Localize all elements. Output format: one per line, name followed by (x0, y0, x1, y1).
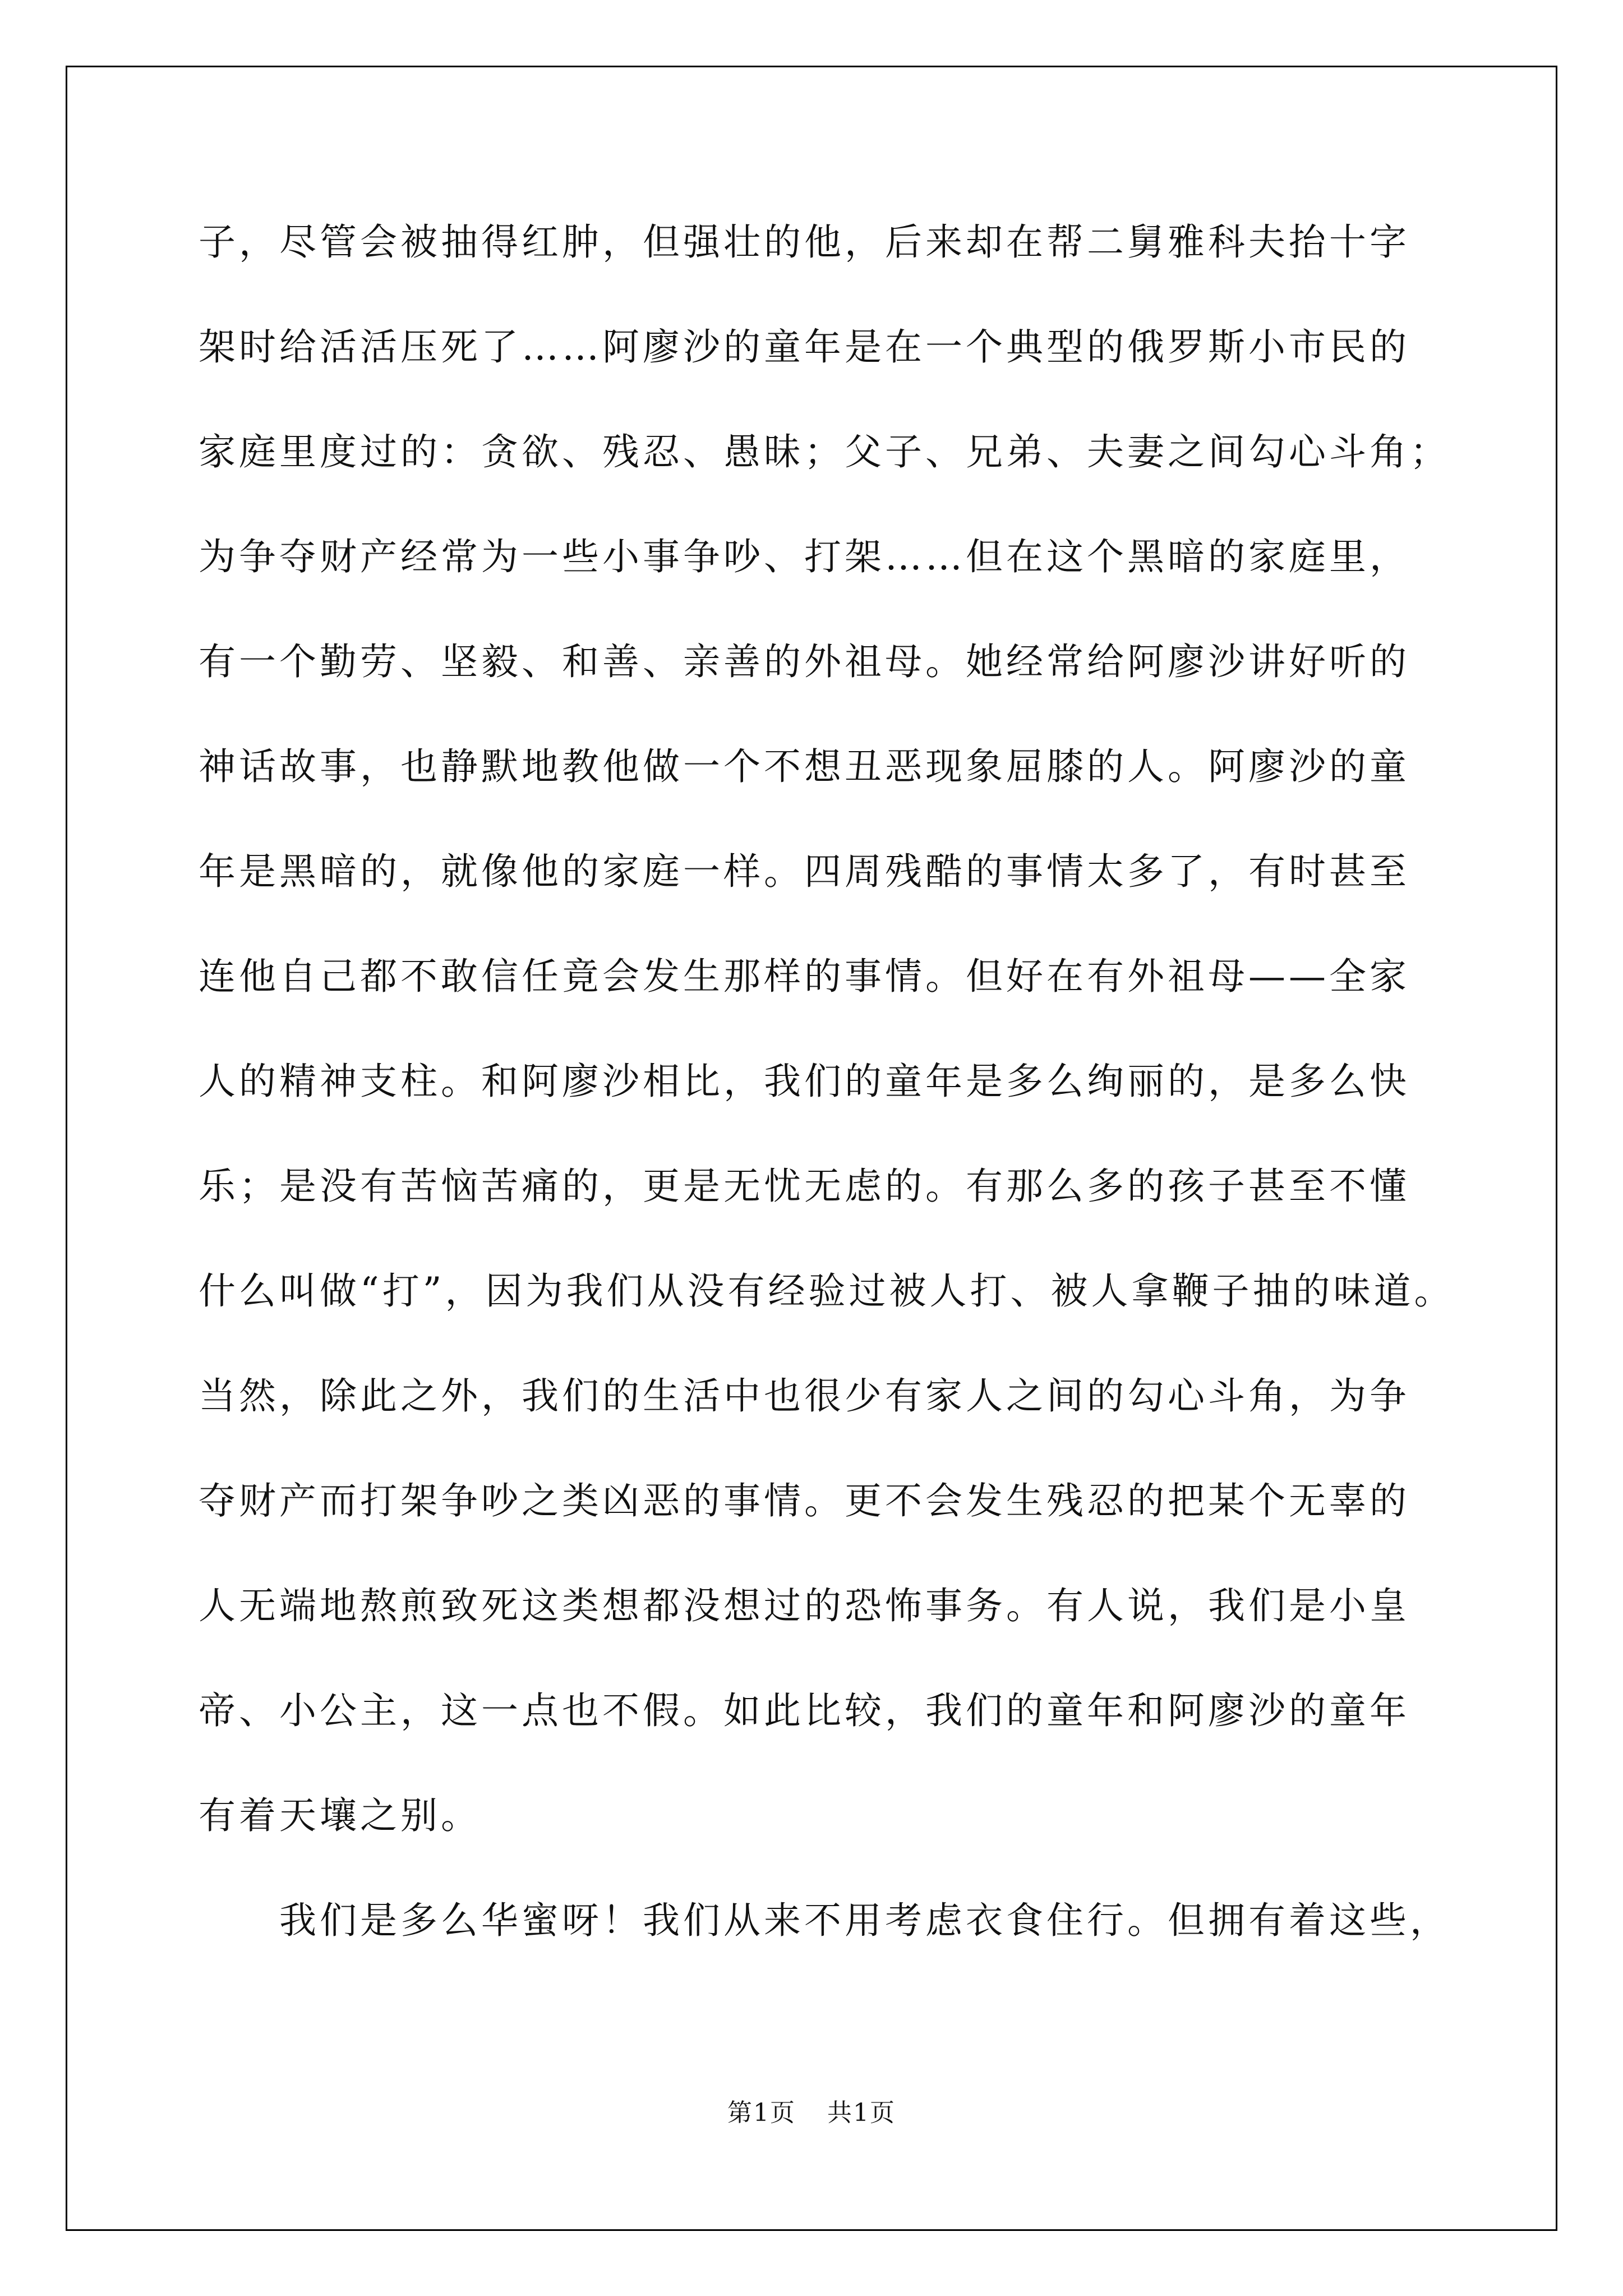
text-line: 有一个勤劳、坚毅、和善、亲善的外祖母。她经常给阿廖沙讲好听的 (199, 640, 1410, 683)
text-line: 年是黑暗的，就像他的家庭一样。四周残酷的事情太多了，有时甚至 (199, 850, 1410, 893)
document-body (199, 209, 1455, 1992)
text-line: 人无端地熬煎致死这类想都没想过的恐怖事务。有人说，我们是小皇 (199, 1584, 1410, 1627)
page-number-current: 第1页 (727, 2099, 796, 2127)
text-line: 有着天壤之别。 (199, 1794, 481, 1837)
text-line: 架时给活活压死了……阿廖沙的童年是在一个典型的俄罗斯小市民的 (199, 325, 1410, 369)
text-line: 当然，除此之外，我们的生活中也很少有家人之间的勾心斗角，为争 (199, 1374, 1410, 1418)
text-line: 帝、小公主，这一点也不假。如此比较，我们的童年和阿廖沙的童年 (199, 1689, 1410, 1732)
text-line: 夺财产而打架争吵之类凶恶的事情。更不会发生残忍的把某个无辜的 (199, 1479, 1410, 1522)
paragraph-first-line: 我们是多么华蜜呀！我们从来不用考虑衣食住行。但拥有着这些， (279, 1899, 1450, 1942)
text-line: 连他自己都不敢信任竟会发生那样的事情。但好在有外祖母——全家 (199, 955, 1410, 998)
text-line: 乐；是没有苦恼苦痛的，更是无忧无虑的。有那么多的孩子甚至不懂 (199, 1165, 1410, 1208)
text-line: 子，尽管会被抽得红肿，但强壮的他，后来却在帮二舅雅科夫抬十字 (199, 220, 1410, 264)
text-line: 人的精神支柱。和阿廖沙相比，我们的童年是多么绚丽的，是多么快 (199, 1060, 1410, 1103)
text-line: 什么叫做“打”，因为我们从没有经验过被人打、被人拿鞭子抽的味道。 (199, 1269, 1455, 1313)
page-number-total: 共1页 (827, 2099, 896, 2127)
text-line: 神话故事，也静默地教他做一个不想丑恶现象屈膝的人。阿廖沙的童 (199, 745, 1410, 788)
page-footer (0, 2092, 1623, 2128)
text-line: 为争夺财产经常为一些小事争吵、打架……但在这个黑暗的家庭里， (199, 535, 1410, 578)
text-line: 家庭里度过的：贪欲、残忍、愚昧；父子、兄弟、夫妻之间勾心斗角； (199, 430, 1450, 473)
